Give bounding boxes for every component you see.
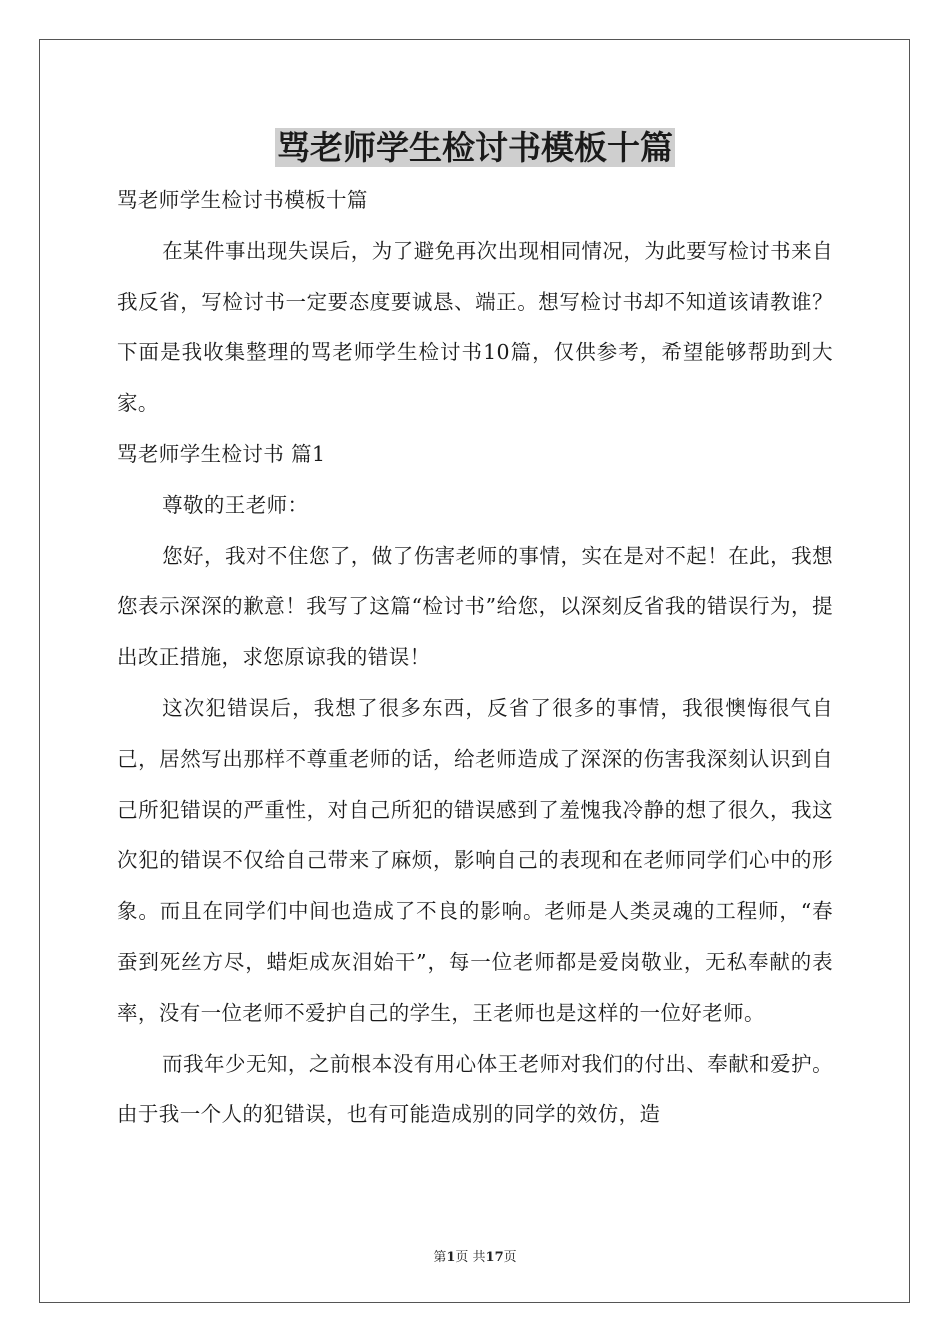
page-footer (0, 1246, 950, 1265)
document-subtitle: 骂老师学生检讨书模板十篇 (117, 188, 368, 212)
section-heading: 骂老师学生检讨书 篇1 (117, 441, 326, 466)
page-suffix: 页 (503, 1250, 517, 1265)
intro-paragraph: 在某件事出现失误后，为了避免再次出现相同情况，为此要写检讨书来自我反省，写检讨书一定要态度要诚恳、端正。想写检讨书却不知道该请教谁？下面是我收集整理的骂老师学生检讨书10篇，仅供参考，希望能够帮助到大家。 (117, 238, 833, 416)
document-title (0, 126, 950, 170)
document-body (117, 175, 833, 1140)
page-prefix: 第 (433, 1250, 447, 1265)
page-current: 1 (446, 1250, 456, 1265)
salutation: 尊敬的王老师： (162, 492, 309, 517)
body-paragraph: 而我年少无知，之前根本没有用心体王老师对我们的付出、奉献和爱护。由于我一个人的犯错误，也有可能造成别的同学的效仿，造 (117, 1051, 833, 1127)
page-total: 17 (485, 1250, 504, 1265)
body-paragraph: 这次犯错误后，我想了很多东西，反省了很多的事情，我很懊悔很气自己，居然写出那样不尊重老师的话，给老师造成了深深的伤害我深刻认识到自己所犯错误的严重性，对自己所犯的错误感到了羞愧我冷静的想了很久，我这次犯的错误不仅给自己带来了麻烦，影响自己的表现和在老师同学们心中的形象。而且在同学们中间也造成了不良的影响。老师是人类灵魂的工程师，“春蚕到死丝方尽，蜡炬成灰泪始干”，每一位老师都是爱岗敬业，无私奉献的表率，没有一位老师不爱护自己的学生，王老师也是这样的一位好老师。 (117, 695, 833, 1025)
document-title-text: 骂老师学生检讨书模板十篇 (277, 128, 673, 167)
page-mid: 页 共 (455, 1250, 486, 1265)
body-paragraph: 您好，我对不住您了，做了伤害老师的事情，实在是对不起！在此，我想您表示深深的歉意！我写了这篇“检讨书”给您，以深刻反省我的错误行为，提出改正措施，求您原谅我的错误！ (117, 543, 833, 670)
